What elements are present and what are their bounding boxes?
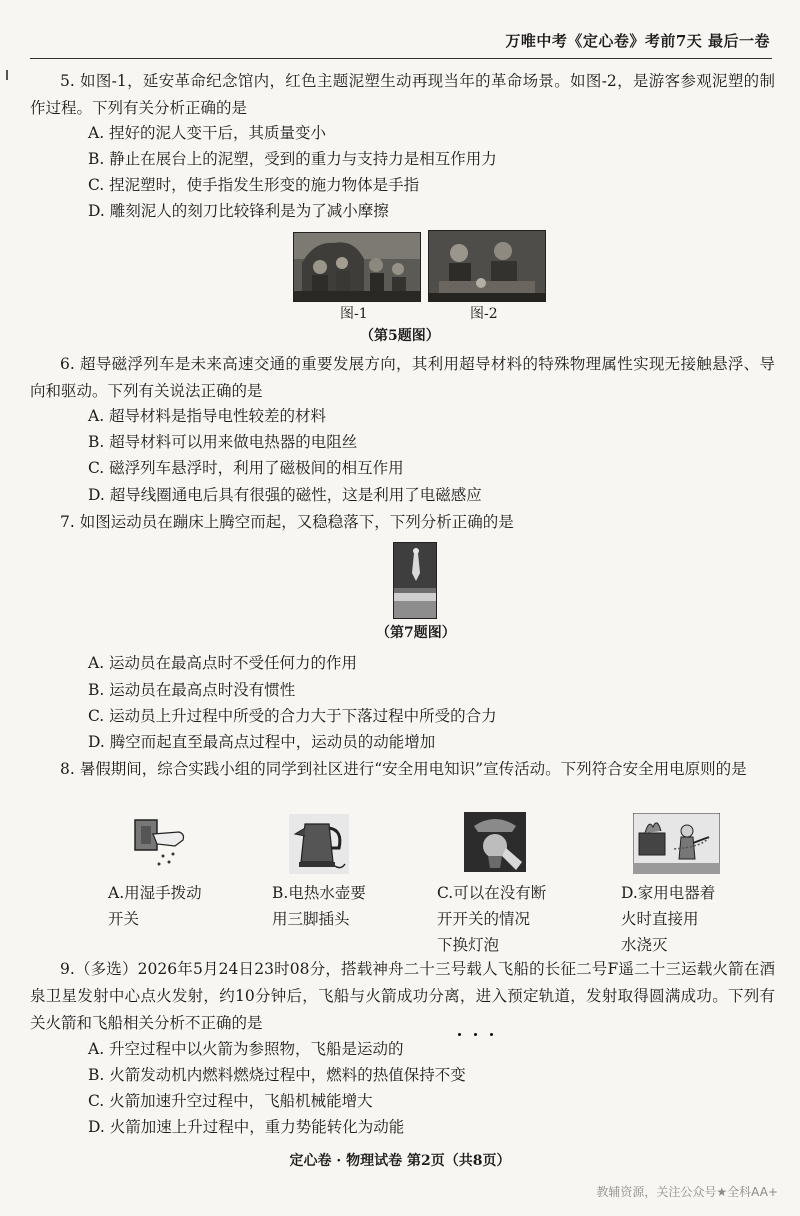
q7-option-c: C. 运动员上升过程中所受的合力大于下落过程中所受的合力 xyxy=(88,707,497,725)
page-footer: 定心卷 · 物理试卷 第2页（共8页） xyxy=(289,1153,511,1169)
q7-stem: 7. 如图运动员在蹦床上腾空而起，又稳稳落下，下列分析正确的是 xyxy=(60,513,514,531)
q6-option-b: B. 超导材料可以用来做电热器的电阻丝 xyxy=(88,433,358,451)
q9-option-a: A. 升空过程中以火箭为参照物，飞船是运动的 xyxy=(88,1040,404,1058)
q5-figure-1-clay-sculpture-photo xyxy=(293,232,421,302)
q6-stem: 6. 超导磁浮列车是未来高速交通的重要发展方向，其利用超导材料的特殊物理属性实现无接触悬浮、导向和驱动。下列有关说法正确的是 xyxy=(30,355,775,400)
q7-figure-caption: （第7题图） xyxy=(376,625,456,641)
q7-trampoline-photo xyxy=(393,542,437,619)
q5-stem: 5. 如图-1，延安革命纪念馆内，红色主题泥塑生动再现当年的革命场景。如图-2，是游客参观泥塑的制作过程。下列有关分析正确的是 xyxy=(30,72,775,117)
q6-option-c: C. 磁浮列车悬浮时，利用了磁极间的相互作用 xyxy=(88,459,404,477)
header-rule xyxy=(30,58,772,59)
q8-choice-d: D.家用电器着 火时直接用 水浇灭 xyxy=(621,884,716,954)
q5-figure-1-label: 图-1 xyxy=(340,306,368,322)
q9-stem: 9.（多选）2026年5月24日23时08分，搭载神舟二十三号载人飞船的长征二号F遥二十三运载火箭在酒泉卫星发射中心点火发射，约10分钟后，飞船与火箭成功分离，进入预定轨道，发射取得圆满成功。下列有关火箭和飞船相关分析不正确的是 xyxy=(30,960,775,1032)
q5-option-a: A. 捏好的泥人变干后，其质量变小 xyxy=(88,124,327,142)
q5-figure-2-label: 图-2 xyxy=(470,306,498,322)
q6-option-a: A. 超导材料是指导电性较差的材料 xyxy=(88,407,327,425)
q5-option-b: B. 静止在展台上的泥塑，受到的重力与支持力是相互作用力 xyxy=(88,150,497,168)
q7-option-a: A. 运动员在最高点时不受任何力的作用 xyxy=(88,654,358,672)
q8-stem: 8. 暑假期间，综合实践小组的同学到社区进行“安全用电知识”宣传活动。下列符合安全用电原则的是 xyxy=(60,760,747,778)
q7-option-b: B. 运动员在最高点时没有惯性 xyxy=(88,681,296,699)
q8-choice-b: B.电热水壶要 用三脚插头 xyxy=(272,884,366,928)
q8-choice-c: C.可以在没有断 开开关的情况 下换灯泡 xyxy=(437,884,547,954)
q9-option-b: B. 火箭发动机内燃料燃烧过程中，燃料的热值保持不变 xyxy=(88,1066,466,1084)
light-bulb-replacement-icon xyxy=(464,812,526,872)
q8-choice-a: A.用湿手拨动 开关 xyxy=(108,884,202,928)
q9-option-d: D. 火箭加速上升过程中，重力势能转化为动能 xyxy=(88,1118,405,1136)
q5-option-d: D. 雕刻泥人的刻刀比较锋利是为了减小摩擦 xyxy=(88,202,389,220)
electric-kettle-icon xyxy=(289,814,349,874)
appliance-fire-icon xyxy=(633,813,720,874)
margin-mark xyxy=(6,70,8,80)
q5-figure-2-sculpting-photo xyxy=(428,230,546,302)
q6-option-d: D. 超导线圈通电后具有很强的磁性，这是利用了电磁感应 xyxy=(88,486,482,504)
page-header: 万唯中考《定心卷》考前7天 最后一卷 xyxy=(505,32,770,50)
q7-option-d: D. 腾空而起直至最高点过程中，运动员的动能增加 xyxy=(88,733,436,751)
wet-hand-switch-icon xyxy=(133,816,189,872)
q5-option-c: C. 捏泥塑时，使手指发生形变的施力物体是手指 xyxy=(88,176,420,194)
q9-option-c: C. 火箭加速升空过程中，飞船机械能增大 xyxy=(88,1092,373,1110)
watermark-text: 教辅资源，关注公众号★全科AA+ xyxy=(596,1185,778,1199)
q5-figure-caption: （第5题图） xyxy=(360,328,440,344)
